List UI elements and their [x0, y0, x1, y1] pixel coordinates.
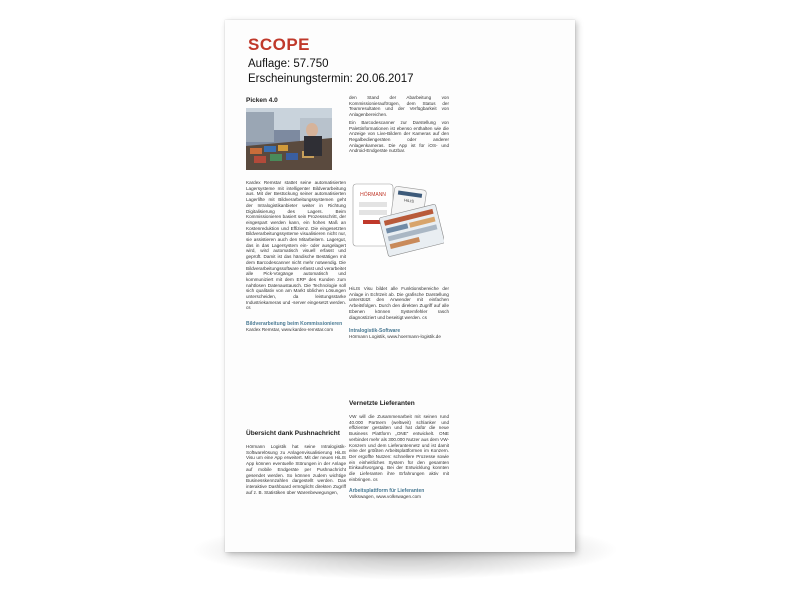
image-caption-hilis: HiLIS Visu bildet alle Funktionsbereiche der Anlage in Echtzeit ab. Die grafische Darstellung unterstützt den Anwender mit einfachen Arbeitsfolgen. Durch den direkten Zugriff auf alle Ebenen können Systemfehler rasch diagnostiziert und beseitigt werden. cs — [349, 286, 449, 320]
right-column-middle — [349, 286, 449, 342]
contact-title-hoermann: Intralogistik-Software — [349, 328, 401, 335]
warehouse-photo — [246, 108, 332, 170]
article-body-pushnachricht: Hörmann Logistik hat seine Intralogistik-Softwarelösung zu Anlagenvisualisierung HiLIS Visu um eine App erweitert. Mit der neuen HiLIS App können eventuelle Störungen in der Anlage auf mobile Endgeräte per Pushnachricht gesendet werden. So können zudem wichtige Businesskennzahlen dargestellt werden. Das interaktive Dashboard ermöglicht direkten Zugriff auf z. B. Statistiken über Warenbewegungen, — [246, 444, 346, 495]
article-body-continued-1: den Stand der Abarbeitung von Kommissionierauftrügen, dem Status der Teamresultaten und der Verfügbarkeit von Anlagenbereichen. — [349, 95, 449, 118]
contact-title-kardex: Bildverarbeitung beim Kommissionieren — [246, 321, 343, 328]
article-body-picken: Kardex Remstar stattet seine automatisierten Lagersysteme mit intelligenter Bildverarbeitung aus. Mit der Bestückung seiner automatisierten Lagerlifte mit Bildverarbeitungssystemen geht der Intralogistikanbieter weiter in Richtung Digitalisierung des Lagers. Beim Kommissionieren basiert sein Prozessschritt, der eingespart werden kann, ein hohes Maß an Kostenreduktion und Effizienz. Die eingesetzten Bildverarbeitungssysteme visualisieren nicht nur, sie assistieren auch den Mitarbeitern. Lagergut, das in das Lagersystem ein- oder ausgelagert wird, wird automatisch visuell erfasst und geprüft. Damit ist das händische Bestätigen mit dem Barcodescanner nicht mehr notwendig. Die Bildverarbeitungssoftware erfasst und verarbeitet alle Pick-Vorgänge automatisch und kommuniziert mit dem ERP des Kunden zum nahtlosen Datenaustausch. Die Technologie soll sich qualitativ von am Markt üblichen Lösungen unterscheiden, da leistungsstarke Industriekameras und -server eingesetzt werden. cs — [246, 180, 346, 311]
right-column-top — [349, 95, 449, 156]
hilis-app-illustration — [349, 180, 444, 275]
contact-text-hoermann: Hörmann Logistik, www.hoermann-logistik.de — [349, 334, 441, 340]
article-title-pushnachricht: Übersicht dank Pushnachricht — [246, 430, 340, 437]
article-title-lieferanten: Vernetzte Lieferanten — [349, 400, 415, 407]
left-column-body — [246, 180, 346, 335]
contact-title-volkswagen: Arbeitsplattform für Lieferanten — [349, 488, 425, 495]
article-body-lieferanten: VW will die Zusammenarbeit mit seinen rund 40.000 Partnern (weltweit) schlanker und effizienter gestalten und hat dafür die neue Business Plattform „ONE“ entwickelt. ONE verbindet mehr als 300.000 Nutzer aus dem VW-Konzern und dem Lieferantennetz und ist damit eine der größten Arbeitsplattformen im Konzern. Der ergoffte Nutzen: schnellere Prozesse sowie ein einheitliches System für den gesamten Einkaufsvorgang. Bei der Entwicklung konnten die Lieferanten ihre Erfahrungen aktiv mit einbringen. cs — [349, 414, 449, 482]
release-date-line: Erscheinungstermin: 20.06.2017 — [248, 73, 414, 85]
article-title-picken: Picken 4.0 — [246, 97, 278, 104]
left-column-lower — [246, 430, 346, 497]
warehouse-photo-image — [246, 108, 332, 170]
contact-text-kardex: Kardex Remstar, www.kardex-remstar.com — [246, 327, 334, 333]
publication-name: SCOPE — [248, 35, 311, 54]
article-body-continued-2: Ein Barcodescanner zur Darstellung von Palettinformationen ist ebenso enthalten wie die Anzeige von Live-Bildern der Kameras auf den Regalbediengeräten oder anderer Anlagenkameras. Die App ist für iOS- und Android-Endgeräte nutzbar. — [349, 119, 449, 154]
right-column-lower — [349, 400, 449, 502]
hilis-app-image — [349, 180, 444, 275]
magazine-page — [225, 20, 575, 552]
logo-text: HÖRMANN — [360, 192, 386, 198]
circulation-line: Auflage: 57.750 — [248, 58, 329, 70]
badge-text: HiLIS — [403, 197, 415, 204]
contact-text-volkswagen: Volkswagen, www.volkswagen.com — [349, 494, 422, 500]
